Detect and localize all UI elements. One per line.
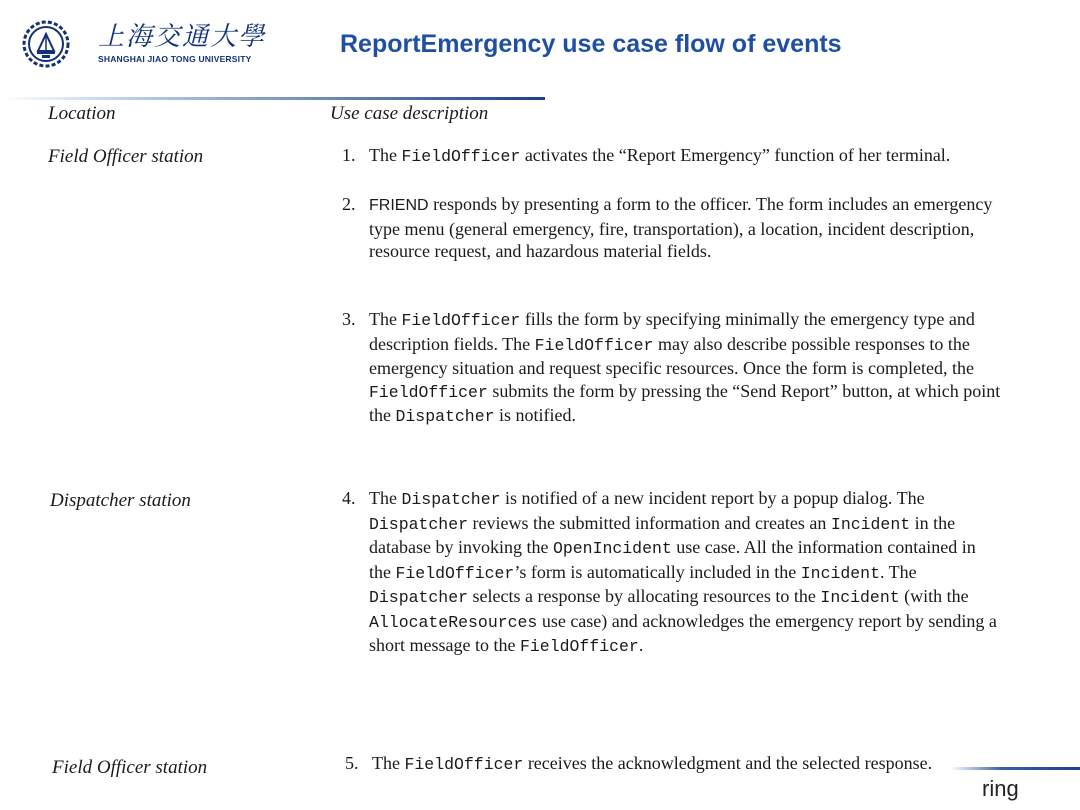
flow-step bbox=[342, 193, 1002, 263]
code-term: FieldOfficer bbox=[401, 311, 521, 330]
step-text-segment: The bbox=[372, 753, 405, 773]
step-text bbox=[369, 144, 1002, 169]
logo-chinese-name: 上海交通大學 bbox=[98, 22, 267, 52]
step-text-segment: (with the bbox=[899, 586, 969, 606]
step-text-segment: The bbox=[369, 145, 402, 165]
step-text-segment: may also describe possible responses to the emergency situation and request specific resources. Once the form is completed, the bbox=[369, 333, 974, 378]
code-term: Dispatcher bbox=[369, 588, 469, 607]
code-term: Dispatcher bbox=[401, 490, 501, 509]
step-number: 4. bbox=[342, 488, 356, 508]
step-text-segment: . bbox=[638, 635, 644, 655]
location-field-officer-station: Field Officer station bbox=[48, 146, 204, 167]
flow-step bbox=[345, 752, 1005, 777]
university-seal-icon bbox=[22, 20, 70, 68]
step-number: 3. bbox=[342, 309, 356, 329]
code-term: OpenIncident bbox=[552, 539, 672, 558]
code-term: FieldOfficer bbox=[369, 382, 488, 402]
logo-english-name: SHANGHAI JIAO TONG UNIVERSITY bbox=[98, 54, 252, 64]
slide-title: ReportEmergency use case flow of events bbox=[340, 30, 842, 58]
flow-step bbox=[342, 308, 1002, 429]
step-text-segment: submits the form by pressing the “Send Report” button, at which point the bbox=[369, 380, 1001, 425]
step-text bbox=[369, 487, 1002, 659]
step-number: 5. bbox=[345, 753, 359, 773]
step-text-segment: activates the “Report Emergency” function of her terminal. bbox=[520, 145, 951, 165]
step-text-segment: selects a response by allocating resources to the bbox=[468, 586, 821, 606]
step-text-segment: ’s form is automatically included in the bbox=[514, 561, 801, 582]
code-term: FieldOfficer bbox=[395, 563, 515, 583]
step-text-segment: responds by presenting a form to the officer. The form includes an emergency type menu (general emergency, fire, transportation), a location, incident description, resource request, and hazardous material fields. bbox=[369, 194, 993, 261]
system-name: FRIEND bbox=[369, 197, 429, 214]
code-term: FieldOfficer bbox=[401, 147, 521, 166]
step-text-segment: in the database by invoking the bbox=[369, 512, 956, 557]
code-term: Dispatcher bbox=[395, 407, 495, 426]
location-dispatcher-station: Dispatcher station bbox=[50, 490, 191, 511]
step-text-segment: use case. All the information contained in the bbox=[369, 537, 976, 582]
step-text-segment: receives the acknowledgment and the selected response. bbox=[523, 753, 933, 773]
footer-text: ring bbox=[982, 776, 1019, 801]
step-text-segment: is notified. bbox=[494, 405, 577, 425]
step-text bbox=[369, 308, 1002, 429]
code-term: Dispatcher bbox=[369, 514, 469, 534]
step-text-segment: fills the form by specifying minimally the emergency type and description fields. The bbox=[369, 309, 975, 354]
step-text-segment: use case) and acknowledges the emergency report by sending a short message to the bbox=[369, 610, 997, 655]
flow-step bbox=[342, 487, 1002, 659]
code-term: Incident bbox=[830, 514, 911, 534]
title-underline bbox=[0, 97, 545, 100]
step-text-segment: reviews the submitted information and creates an bbox=[468, 512, 831, 533]
code-term: AllocateResources bbox=[369, 612, 538, 632]
description-column-header: Use case description bbox=[330, 103, 489, 124]
step-text-segment: The bbox=[369, 309, 402, 329]
step-text-segment: The bbox=[369, 488, 402, 508]
code-term: Incident bbox=[820, 588, 900, 607]
step-number: 2. bbox=[342, 194, 356, 214]
step-text-segment: . The bbox=[879, 561, 917, 582]
step-text bbox=[369, 193, 1002, 263]
university-logo bbox=[22, 20, 70, 68]
code-term: Incident bbox=[800, 563, 880, 583]
university-wordmark bbox=[98, 22, 266, 64]
code-term: FieldOfficer bbox=[534, 335, 654, 355]
step-number: 1. bbox=[342, 145, 356, 165]
flow-step bbox=[342, 144, 1002, 169]
step-text bbox=[372, 752, 1005, 777]
code-term: FieldOfficer bbox=[404, 755, 524, 774]
footer-rule bbox=[950, 767, 1080, 770]
location-field-officer-station-2: Field Officer station bbox=[52, 757, 208, 778]
location-column-header: Location bbox=[48, 103, 116, 124]
code-term: FieldOfficer bbox=[519, 637, 639, 656]
step-text-segment: is notified of a new incident report by a popup dialog. The bbox=[500, 488, 925, 508]
